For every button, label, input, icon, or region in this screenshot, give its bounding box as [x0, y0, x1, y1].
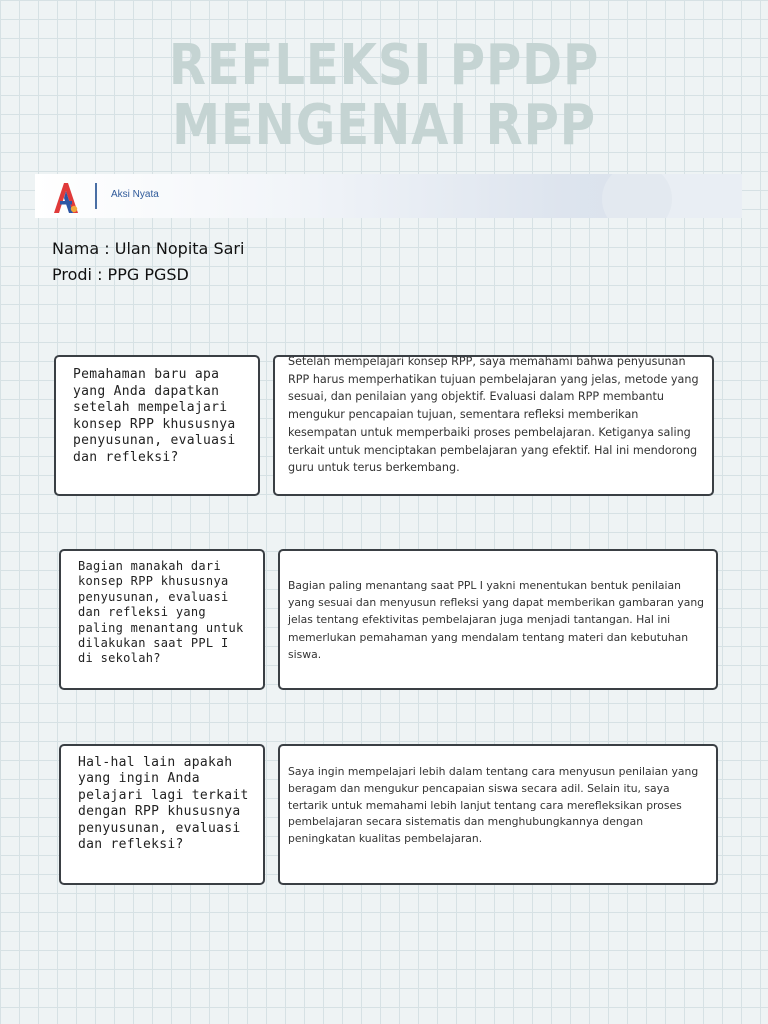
- banner-label: Aksi Nyata: [111, 189, 159, 200]
- question-card-2: Bagian manakah dari konsep RPP khususnya penyusunan, evaluasi dan refleksi yang paling menantang untuk dilakukan saat PPL I di sekolah?: [59, 549, 265, 690]
- header-banner: [35, 174, 742, 218]
- question-card-1: Pemahaman baru apa yang Anda dapatkan setelah mempelajari konsep RPP khususnya penyusunan, evaluasi dan refleksi?: [54, 355, 260, 496]
- answer-card-2: Bagian paling menantang saat PPL I yakni menentukan bentuk penilaian yang sesuai dan menyusun refleksi yang dapat memberikan gambaran yang jelas tentang efektivitas pembelajaran juga menjadi tantangan. Hal ini memerlukan pemahaman yang mendalam tentang materi dan kebutuhan siswa.: [278, 549, 718, 690]
- answer-text-1: Setelah mempelajari konsep RPP, saya memahami bahwa penyusunan RPP harus memperhatikan tujuan pembelajaran yang jelas, metode yang sesuai, dan penilaian yang objektif. Evaluasi dalam RPP membantu mengukur pencapaian tujuan, sementara refleksi memberikan kesempatan untuk memperbaiki proses pembelajaran. Ketiganya saling terkait untuk menciptakan pembelajaran yang efektif. Hal ini mendorong guru untuk terus berkembang.: [288, 355, 699, 475]
- study-program: Prodi : PPG PGSD: [52, 265, 189, 284]
- student-name: Nama : Ulan Nopita Sari: [52, 239, 245, 258]
- identity-block: [52, 236, 244, 288]
- title-line-1: REFLEKSI PPDP: [168, 33, 600, 98]
- logo-icon: [53, 182, 79, 214]
- logo-letter: A: [53, 182, 54, 183]
- banner-decoration: [602, 174, 672, 218]
- title-line-2: MENGENAI RPP: [172, 93, 596, 158]
- answer-card-3: Saya ingin mempelajari lebih dalam tentang cara menyusun penilaian yang beragam dan mengukur pencapaian siswa secara adil. Selain itu, saya tertarik untuk memahami lebih lanjut tentang cara merefleksikan proses pembelajaran secara sistematis dan menghubungkannya dengan peningkatan kualitas pembelajaran.: [278, 744, 718, 885]
- answer-card-1: [273, 355, 714, 496]
- banner-divider: [95, 183, 97, 209]
- question-card-3: Hal-hal lain apakah yang ingin Anda pelajari lagi terkait dengan RPP khususnya penyusunan, evaluasi dan refleksi?: [59, 744, 265, 885]
- page-title: [54, 33, 714, 158]
